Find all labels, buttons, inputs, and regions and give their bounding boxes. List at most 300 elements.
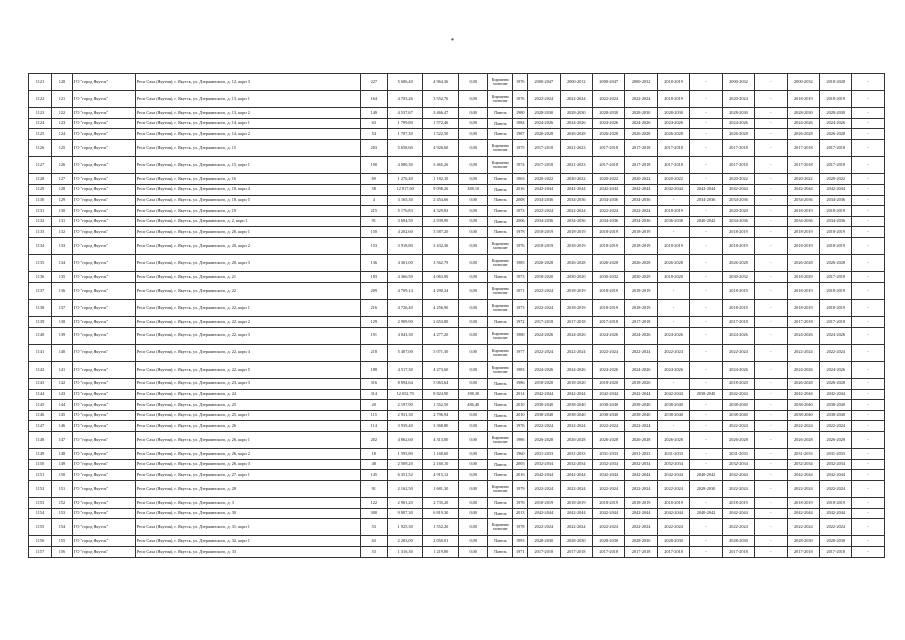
cell-municipality: ГО "город Якутск" [72, 361, 135, 378]
cell-row-number: 1126 [29, 140, 52, 157]
cell-address: Респ Саха (Якутия), г. Якутск, ул. Дзержинского, д. 28 [135, 481, 360, 498]
cell-total-area: 4 361,00 [387, 255, 423, 272]
cell-wall-material: Панель [488, 389, 513, 400]
cell-work-period-10: 2026-2028 [820, 255, 852, 272]
cell-nonresidential-area: 388,10 [459, 184, 488, 195]
cell-build-year: 1973 [513, 206, 528, 217]
cell-build-year: 1986 [513, 432, 528, 449]
cell-residential-area: 2 796,94 [423, 410, 459, 421]
cell-work-period-8: - [755, 470, 787, 481]
cell-municipality: ГО "город Якутск" [72, 206, 135, 217]
cell-house-number: 149 [52, 459, 73, 470]
cell-work-period-7: 2042-2044 [722, 389, 754, 400]
cell-address: Респ Саха (Якутия), г. Якутск, ул. Дзержинского, д. 19 [135, 206, 360, 217]
cell-work-period-11: - [852, 536, 885, 547]
cell-municipality: ГО "город Якутск" [72, 238, 135, 255]
cell-work-period-9: 2018-2019 [787, 299, 819, 316]
cell-total-area: 2 509,20 [387, 459, 423, 470]
cell-row-number: 1132 [29, 216, 52, 227]
cell-house-number: 128 [52, 184, 73, 195]
cell-work-period-5: 2018-2019 [657, 74, 689, 91]
cell-wall-material: Панель [488, 378, 513, 389]
cell-work-period-10: 2042-2044 [820, 389, 852, 400]
cell-work-period-11: - [852, 157, 885, 174]
cell-work-period-2: 2022-2024 [560, 344, 592, 361]
cell-address: Респ Саха (Якутия), г. Якутск, ул. Дзержинского, д. 22, корп 5 [135, 361, 360, 378]
cell-row-number: 1146 [29, 410, 52, 421]
cell-address: Респ Саха (Якутия), г. Якутск, ул. Дзержинского, д. 27, корп 1 [135, 470, 360, 481]
cell-work-period-10: 2026-2028 [820, 129, 852, 140]
cell-build-year: 1985 [513, 255, 528, 272]
table-row [29, 227, 885, 238]
cell-work-period-4: 2028-2030 [625, 108, 657, 119]
cell-work-period-6: - [690, 519, 722, 536]
cell-work-period-9: 2032-2034 [787, 459, 819, 470]
cell-nonresidential-area: 0,00 [459, 361, 488, 378]
cell-build-year: 1993 [513, 536, 528, 547]
cell-work-period-3: 2042-2044 [592, 184, 624, 195]
cell-work-period-11: - [852, 317, 885, 328]
cell-work-period-1: 2028-2030 [528, 108, 560, 119]
cell-house-number: 151 [52, 481, 73, 498]
cell-work-period-4: 2042-2044 [625, 470, 657, 481]
cell-total-area: 12 652,70 [387, 389, 423, 400]
cell-work-period-3: 2022-2024 [592, 421, 624, 432]
cell-work-period-1: 2034-2036 [528, 195, 560, 206]
cell-work-period-11: - [852, 327, 885, 344]
table-row [29, 498, 885, 509]
cell-work-period-10: 2018-2019 [820, 498, 852, 509]
cell-work-period-1: 2022-2024 [528, 421, 560, 432]
cell-work-period-11: - [852, 421, 885, 432]
cell-work-period-5: 2022-2024 [657, 519, 689, 536]
table-row [29, 272, 885, 283]
cell-work-period-8: - [755, 184, 787, 195]
cell-wall-material: Панель [488, 400, 513, 411]
cell-work-period-4: 2028-2030 [625, 536, 657, 547]
cell-work-period-1: 2024-2026 [528, 118, 560, 129]
cell-work-period-4: 2018-2019 [625, 238, 657, 255]
cell-work-period-3: 2022-2024 [592, 206, 624, 217]
cell-residential-area: 2 653,80 [423, 317, 459, 328]
cell-nonresidential-area: 0,00 [459, 140, 488, 157]
cell-work-period-7: 2022-2024 [722, 344, 754, 361]
table-row [29, 344, 885, 361]
cell-work-period-11: - [852, 118, 885, 129]
cell-municipality: ГО "город Якутск" [72, 317, 135, 328]
cell-work-period-3: 2034-2036 [592, 216, 624, 227]
cell-work-period-7: 2018-2019 [722, 282, 754, 299]
cell-total-area: 5 658,60 [387, 140, 423, 157]
cell-address: Респ Саха (Якутия), г. Якутск, ул. Дзержинского, д. 13, корп 1 [135, 91, 360, 108]
cell-work-period-8: - [755, 481, 787, 498]
cell-work-period-11: - [852, 389, 885, 400]
cell-work-period-5: 2042-2044 [657, 508, 689, 519]
cell-work-period-2: 2034-2036 [560, 195, 592, 206]
cell-residential-area: 2 160,10 [423, 459, 459, 470]
cell-work-period-4: 2026-2028 [625, 432, 657, 449]
cell-total-area: 2 909,90 [387, 317, 423, 328]
cell-total-area: 2 283,00 [387, 536, 423, 547]
cell-work-period-1: 2022-2024 [528, 91, 560, 108]
cell-build-year: 2016 [513, 184, 528, 195]
cell-residential-area: 1 522,50 [423, 129, 459, 140]
cell-work-period-8: - [755, 547, 787, 558]
cell-work-period-11: - [852, 378, 885, 389]
cell-address: Респ Саха (Якутия), г. Якутск, ул. Дзержинского, д. 26 [135, 421, 360, 432]
cell-work-period-6: - [690, 91, 722, 108]
cell-work-period-2: 2038-2040 [560, 410, 592, 421]
cell-work-period-6: 2042-2044 [690, 184, 722, 195]
cell-house-number: 121 [52, 91, 73, 108]
cell-residential-area: 1 219,80 [423, 547, 459, 558]
cell-residential-area: 1 352,50 [423, 400, 459, 411]
cell-wall-material: Панель [488, 174, 513, 185]
cell-work-period-5: 2031-2033 [657, 449, 689, 460]
cell-work-period-4: 2034-2036 [625, 216, 657, 227]
cell-nonresidential-area: 0,00 [459, 421, 488, 432]
cell-row-number: 1136 [29, 272, 52, 283]
cell-work-period-1: 2042-2044 [528, 184, 560, 195]
cell-address: Респ Саха (Якутия), г. Якутск, ул. Дзержинского, д. 24 [135, 389, 360, 400]
cell-municipality: ГО "город Якутск" [72, 508, 135, 519]
cell-work-period-11: - [852, 282, 885, 299]
cell-work-period-9: 2028-2030 [787, 536, 819, 547]
cell-nonresidential-area: 0,00 [459, 481, 488, 498]
cell-municipality: ГО "город Якутск" [72, 282, 135, 299]
cell-wall-material: Панель [488, 508, 513, 519]
cell-address: Респ Саха (Якутия), г. Якутск, ул. Дзержинского, д. 18, корп 4 [135, 184, 360, 195]
cell-work-period-5: 2020-2022 [657, 174, 689, 185]
table-row [29, 118, 885, 129]
cell-work-period-8: - [755, 498, 787, 509]
cell-nonresidential-area: 0,00 [459, 74, 488, 91]
cell-work-period-5: 2018-2019 [657, 498, 689, 509]
cell-wall-material: Панель [488, 206, 513, 217]
cell-work-period-3: 2018-2019 [592, 227, 624, 238]
cell-work-period-4: 2018-2019 [625, 282, 657, 299]
cell-build-year: 1986 [513, 378, 528, 389]
cell-residents: 114 [360, 421, 387, 432]
cell-total-area: 8 094,64 [387, 378, 423, 389]
cell-wall-material: Панель [488, 547, 513, 558]
cell-wall-material: Кирпично монолит [488, 91, 513, 108]
cell-municipality: ГО "город Якутск" [72, 327, 135, 344]
cell-residential-area: 2 050,01 [423, 536, 459, 547]
cell-residential-area: 3 368,80 [423, 421, 459, 432]
cell-work-period-7: 2017-2018 [722, 547, 754, 558]
cell-work-period-4: 2030-2029 [625, 272, 657, 283]
cell-work-period-9: 2018-2019 [787, 282, 819, 299]
table-row [29, 327, 885, 344]
cell-work-period-3: 2024-2026 [592, 327, 624, 344]
cell-row-number: 1123 [29, 108, 52, 119]
table-row [29, 129, 885, 140]
cell-work-period-6: - [690, 140, 722, 157]
cell-work-period-3: 2017-2018 [592, 317, 624, 328]
cell-address: Респ Саха (Якутия), г. Якутск, ул. Дзержинского, д. 14, корп 1 [135, 118, 360, 129]
cell-address: Респ Саха (Якутия), г. Якутск, ул. Дзержинского, д. 30 [135, 508, 360, 519]
cell-total-area: 1 925,30 [387, 519, 423, 536]
cell-work-period-2: 2018-2020 [560, 378, 592, 389]
cell-municipality: ГО "город Якутск" [72, 227, 135, 238]
cell-work-period-8: - [755, 195, 787, 206]
cell-work-period-5: 2024-2026 [657, 361, 689, 378]
cell-total-area: 2 197,90 [387, 400, 423, 411]
page-mark: * [450, 37, 455, 45]
cell-work-period-2: 2026-2028 [560, 129, 592, 140]
cell-residential-area: 9 098,26 [423, 184, 459, 195]
cell-work-period-4: 2024-2026 [625, 118, 657, 129]
cell-work-period-9: 2034-2036 [787, 195, 819, 206]
cell-house-number: 122 [52, 108, 73, 119]
cell-work-period-2: 2022-2024 [560, 206, 592, 217]
cell-wall-material: Панель [488, 536, 513, 547]
cell-work-period-8: - [755, 108, 787, 119]
cell-work-period-10: 2022-2024 [820, 344, 852, 361]
cell-row-number: 1150 [29, 459, 52, 470]
cell-work-period-11: - [852, 470, 885, 481]
table-row [29, 108, 885, 119]
cell-residents: 203 [360, 140, 387, 157]
cell-residential-area: 3 465,26 [423, 157, 459, 174]
cell-work-period-6: - [690, 361, 722, 378]
cell-residential-area: 3 432,36 [423, 238, 459, 255]
cell-municipality: ГО "город Якутск" [72, 378, 135, 389]
cell-work-period-2: 2026-2028 [560, 432, 592, 449]
cell-work-period-4: 2022-2024 [625, 519, 657, 536]
cell-nonresidential-area: 0,00 [459, 227, 488, 238]
cell-work-period-3: 2042-2044 [592, 389, 624, 400]
cell-work-period-9: 2000-2032 [787, 74, 819, 91]
cell-total-area: 3 165,30 [387, 195, 423, 206]
cell-work-period-9: 2022-2024 [787, 519, 819, 536]
cell-address: Респ Саха (Якутия), г. Якутск, ул. Дзержинского, д. 26, корп 2 [135, 449, 360, 460]
cell-residents: 63 [360, 536, 387, 547]
cell-total-area: 1 595,80 [387, 449, 423, 460]
cell-work-period-1: 2000-2047 [528, 74, 560, 91]
cell-work-period-10: 2038-2040 [820, 410, 852, 421]
cell-address: Респ Саха (Якутия), г. Якутск, ул. Дзержинского, д. 22, корп 2 [135, 317, 360, 328]
cell-address: Респ Саха (Якутия), г. Якутск, ул. Дзержинского, д. 3 [135, 498, 360, 509]
cell-work-period-7: 2017-2018 [722, 157, 754, 174]
cell-house-number: 154 [52, 519, 73, 536]
cell-work-period-1: 2026-2028 [528, 432, 560, 449]
cell-row-number: 1143 [29, 378, 52, 389]
cell-build-year: 2006 [513, 216, 528, 227]
cell-build-year: 2013 [513, 508, 528, 519]
cell-work-period-11: - [852, 129, 885, 140]
cell-nonresidential-area: 0,00 [459, 459, 488, 470]
cell-residents: 18 [360, 449, 387, 460]
cell-work-period-6: - [690, 432, 722, 449]
cell-work-period-8: - [755, 157, 787, 174]
cell-build-year: 2010 [513, 400, 528, 411]
cell-work-period-6: - [690, 378, 722, 389]
cell-work-period-8: - [755, 432, 787, 449]
cell-total-area: 1 316,30 [387, 547, 423, 558]
cell-work-period-8: - [755, 410, 787, 421]
cell-nonresidential-area: 0,00 [459, 470, 488, 481]
cell-work-period-6: - [690, 282, 722, 299]
cell-row-number: 1138 [29, 299, 52, 316]
cell-total-area: 6 351,52 [387, 470, 423, 481]
cell-address: Респ Саха (Якутия), г. Якутск, ул. Дзержинского, д. 22 [135, 282, 360, 299]
cell-work-period-1: 2018-2019 [528, 238, 560, 255]
cell-work-period-10: 2034-2036 [820, 195, 852, 206]
cell-build-year: 1973 [513, 299, 528, 316]
cell-work-period-5: 2032-2034 [657, 459, 689, 470]
cell-work-period-6: - [690, 459, 722, 470]
table-row [29, 157, 885, 174]
cell-residents: 63 [360, 118, 387, 129]
cell-house-number: 145 [52, 410, 73, 421]
cell-work-period-3: 2026-2028 [592, 129, 624, 140]
cell-house-number: 152 [52, 498, 73, 509]
cell-work-period-4: 2042-2044 [625, 389, 657, 400]
cell-house-number: 146 [52, 421, 73, 432]
cell-work-period-4: 2026-2028 [625, 129, 657, 140]
cell-work-period-11: - [852, 255, 885, 272]
cell-work-period-4: 2018-2019 [625, 299, 657, 316]
cell-work-period-3: 2018-2019 [592, 282, 624, 299]
cell-house-number: 153 [52, 508, 73, 519]
cell-row-number: 1140 [29, 327, 52, 344]
cell-municipality: ГО "город Якутск" [72, 481, 135, 498]
cell-municipality: ГО "город Якутск" [72, 91, 135, 108]
cell-residents: 136 [360, 255, 387, 272]
table-row [29, 361, 885, 378]
cell-house-number: 137 [52, 299, 73, 316]
cell-total-area: 4 202,60 [387, 227, 423, 238]
cell-work-period-3: 2026-2028 [592, 432, 624, 449]
cell-work-period-2: 2022-2024 [560, 519, 592, 536]
cell-total-area: 3 918,80 [387, 238, 423, 255]
cell-row-number: 1144 [29, 389, 52, 400]
cell-build-year: 1978 [513, 227, 528, 238]
cell-work-period-7: 2042-2044 [722, 184, 754, 195]
table-row [29, 410, 885, 421]
cell-address: Респ Саха (Якутия), г. Якутск, ул. Дзержинского, д. 14, корп 2 [135, 129, 360, 140]
cell-work-period-5: 2024-2026 [657, 118, 689, 129]
cell-work-period-8: - [755, 378, 787, 389]
cell-wall-material: Кирпично монолит [488, 238, 513, 255]
cell-work-period-5: - [657, 378, 689, 389]
cell-residents: 216 [360, 299, 387, 316]
cell-work-period-2: 2038-2040 [560, 400, 592, 411]
cell-work-period-10: 2031-2033 [820, 449, 852, 460]
cell-residents: 129 [360, 317, 387, 328]
cell-work-period-8: - [755, 206, 787, 217]
cell-wall-material: Панель [488, 195, 513, 206]
cell-work-period-6: - [690, 174, 722, 185]
cell-build-year: 1979 [513, 481, 528, 498]
cell-total-area: 4 366,50 [387, 272, 423, 283]
cell-house-number: 127 [52, 174, 73, 185]
cell-work-period-3: 2030-2032 [592, 272, 624, 283]
cell-municipality: ГО "город Якутск" [72, 184, 135, 195]
cell-work-period-3: 2018-2019 [592, 238, 624, 255]
cell-work-period-4: 2038-2040 [625, 400, 657, 411]
cell-work-period-9: 2038-2040 [787, 410, 819, 421]
table-row [29, 317, 885, 328]
cell-wall-material: Кирпично монолит [488, 481, 513, 498]
cell-work-period-11: - [852, 459, 885, 470]
cell-row-number: 1149 [29, 449, 52, 460]
cell-house-number: 120 [52, 74, 73, 91]
cell-build-year: 2008 [513, 195, 528, 206]
cell-municipality: ГО "город Якутск" [72, 108, 135, 119]
cell-work-period-6: - [690, 299, 722, 316]
cell-residential-area: 1 572,46 [423, 118, 459, 129]
cell-nonresidential-area: 0,00 [459, 519, 488, 536]
cell-work-period-4: 2026-2028 [625, 255, 657, 272]
cell-wall-material: Кирпично монолит [488, 299, 513, 316]
cell-work-period-2: 2018-2019 [560, 227, 592, 238]
cell-work-period-3: 2017-2018 [592, 157, 624, 174]
cell-work-period-6: - [690, 536, 722, 547]
cell-work-period-11: - [852, 227, 885, 238]
cell-work-period-11: - [852, 498, 885, 509]
cell-residents: 115 [360, 410, 387, 421]
cell-build-year: 1978 [513, 519, 528, 536]
cell-address: Респ Саха (Якутия), г. Якутск, ул. Дзержинского, д. 20, корп 3 [135, 255, 360, 272]
cell-total-area: 5 407,00 [387, 344, 423, 361]
cell-work-period-2: 2017-2018 [560, 547, 592, 558]
cell-row-number: 1125 [29, 129, 52, 140]
table-row [29, 255, 885, 272]
cell-build-year: 1984 [513, 118, 528, 129]
cell-work-period-1: 2022-2024 [528, 519, 560, 536]
cell-work-period-9: 2018-2019 [787, 498, 819, 509]
cell-row-number: 1139 [29, 317, 52, 328]
cell-work-period-10: 2017-2018 [820, 140, 852, 157]
cell-work-period-2: 2018-2019 [560, 282, 592, 299]
cell-row-number: 1127 [29, 157, 52, 174]
cell-work-period-9: 2024-2026 [787, 327, 819, 344]
cell-wall-material: Кирпично монолит [488, 344, 513, 361]
cell-row-number: 1141 [29, 344, 52, 361]
cell-work-period-6: - [690, 238, 722, 255]
cell-work-period-8: - [755, 389, 787, 400]
cell-wall-material: Кирпично монолит [488, 519, 513, 536]
cell-work-period-10: 2017-2018 [820, 272, 852, 283]
cell-row-number: 1151 [29, 470, 52, 481]
cell-work-period-10: 2028-2030 [820, 108, 852, 119]
cell-residential-area: 4 256,90 [423, 299, 459, 316]
cell-residential-area: 4 915,12 [423, 470, 459, 481]
cell-work-period-8: - [755, 344, 787, 361]
cell-work-period-4: 2018-2020 [625, 378, 657, 389]
cell-row-number: 1130 [29, 195, 52, 206]
cell-total-area: 2 901,20 [387, 498, 423, 509]
cell-build-year: 1976 [513, 498, 528, 509]
cell-nonresidential-area: 0,00 [459, 432, 488, 449]
cell-work-period-2: 2042-2044 [560, 508, 592, 519]
cell-work-period-6: - [690, 255, 722, 272]
cell-nonresidential-area: 188,30 [459, 389, 488, 400]
cell-work-period-3: 2000-2047 [592, 74, 624, 91]
cell-work-period-1: 2022-2024 [528, 206, 560, 217]
cell-house-number: 150 [52, 470, 73, 481]
cell-municipality: ГО "город Якутск" [72, 536, 135, 547]
cell-work-period-9: 2026-2028 [787, 129, 819, 140]
cell-build-year: 1980 [513, 108, 528, 119]
cell-house-number: 139 [52, 327, 73, 344]
cell-work-period-4: 2034-2036 [625, 195, 657, 206]
cell-work-period-10: 2022-2024 [820, 421, 852, 432]
cell-residents: 149 [360, 108, 387, 119]
